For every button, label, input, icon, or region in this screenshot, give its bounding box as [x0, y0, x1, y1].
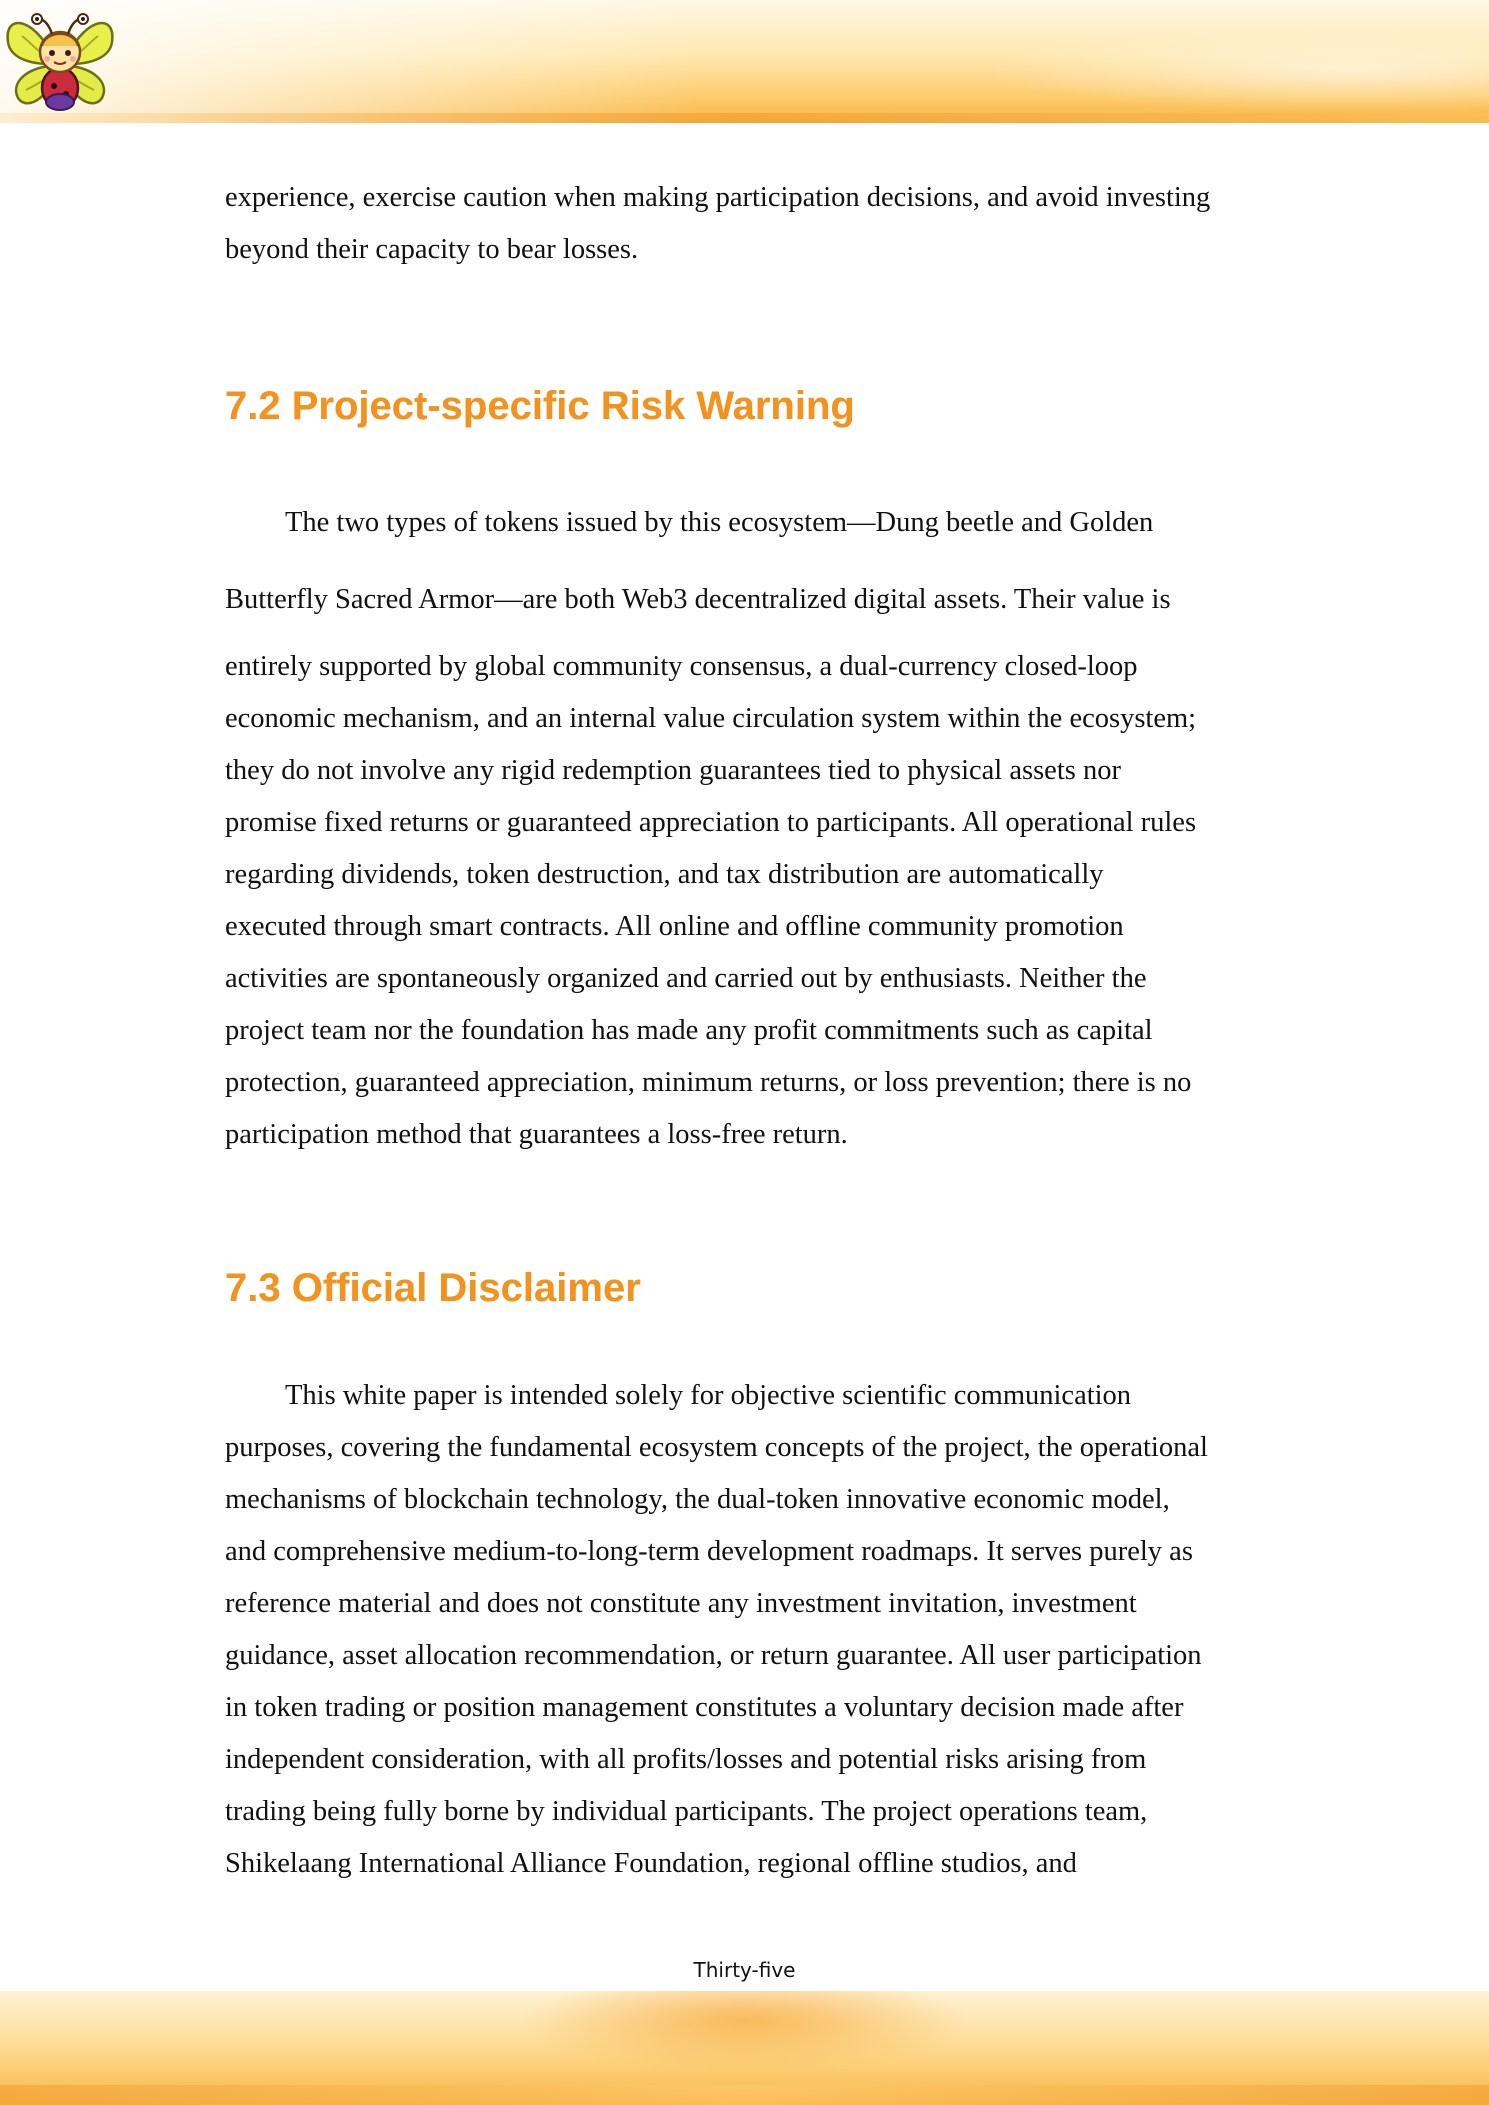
risk-warning-paragraph [225, 641, 1265, 1161]
risk-warning-line: project team nor the foundation has made any profit commitments such as capital [225, 1015, 1153, 1046]
disclaimer-line: mechanisms of blockchain technology, the dual-token innovative economic model, [225, 1484, 1170, 1515]
intro-line-2: beyond their capacity to bear losses. [225, 234, 639, 265]
disclaimer-line: and comprehensive medium-to-long-term development roadmaps. It serves purely as [225, 1536, 1193, 1567]
disclaimer-line: Shikelaang International Alliance Foundation, regional offline studios, and [225, 1848, 1077, 1879]
disclaimer-line: independent consideration, with all profits/losses and potential risks arising from [225, 1744, 1147, 1775]
risk-warning-line: promise fixed returns or guaranteed appreciation to participants. All operational rules [225, 807, 1197, 838]
risk-warning-line: participation method that guarantees a loss-free return. [225, 1119, 848, 1150]
risk-warning-line: entirely supported by global community consensus, a dual-currency closed-loop [225, 651, 1138, 682]
header-banner [0, 0, 1489, 123]
disclaimer-line: This white paper is intended solely for objective scientific communication [285, 1380, 1132, 1411]
section-heading-7-2: 7.2 Project-specific Risk Warning [225, 381, 855, 431]
page-number: Thirty-five [693, 1958, 796, 1982]
intro-paragraph [225, 172, 1265, 276]
disclaimer-line: guidance, asset allocation recommendation, or return guarantee. All user participation [225, 1640, 1202, 1671]
risk-warning-line: protection, guaranteed appreciation, minimum returns, or loss prevention; there is no [225, 1067, 1192, 1098]
disclaimer-line: in token trading or position management constitutes a voluntary decision made after [225, 1692, 1184, 1723]
disclaimer-line: purposes, covering the fundamental ecosystem concepts of the project, the operational [225, 1432, 1208, 1463]
butterfly-mascot-logo [2, 6, 118, 116]
risk-warning-line: regarding dividends, token destruction, and tax distribution are automatically [225, 859, 1104, 890]
footer-banner [0, 1991, 1489, 2105]
risk-warning-line: activities are spontaneously organized and carried out by enthusiasts. Neither the [225, 963, 1147, 994]
risk-warning-line: they do not involve any rigid redemption guarantees tied to physical assets nor [225, 755, 1121, 786]
risk-warning-line: economic mechanism, and an internal value circulation system within the ecosystem; [225, 703, 1197, 734]
disclaimer-line: reference material and does not constitute any investment invitation, investment [225, 1588, 1137, 1619]
risk-warning-line-1: The two types of tokens issued by this ecosystem—Dung beetle and Golden [285, 507, 1154, 538]
disclaimer-paragraph [225, 1370, 1265, 1890]
intro-line-1: experience, exercise caution when making participation decisions, and avoid investing [225, 182, 1211, 213]
disclaimer-line: trading being fully borne by individual participants. The project operations team, [225, 1796, 1148, 1827]
section-heading-7-3: 7.3 Official Disclaimer [225, 1263, 641, 1313]
risk-warning-line-2: Butterfly Sacred Armor—are both Web3 decentralized digital assets. Their value is [225, 584, 1171, 615]
risk-warning-line: executed through smart contracts. All online and offline community promotion [225, 911, 1124, 942]
